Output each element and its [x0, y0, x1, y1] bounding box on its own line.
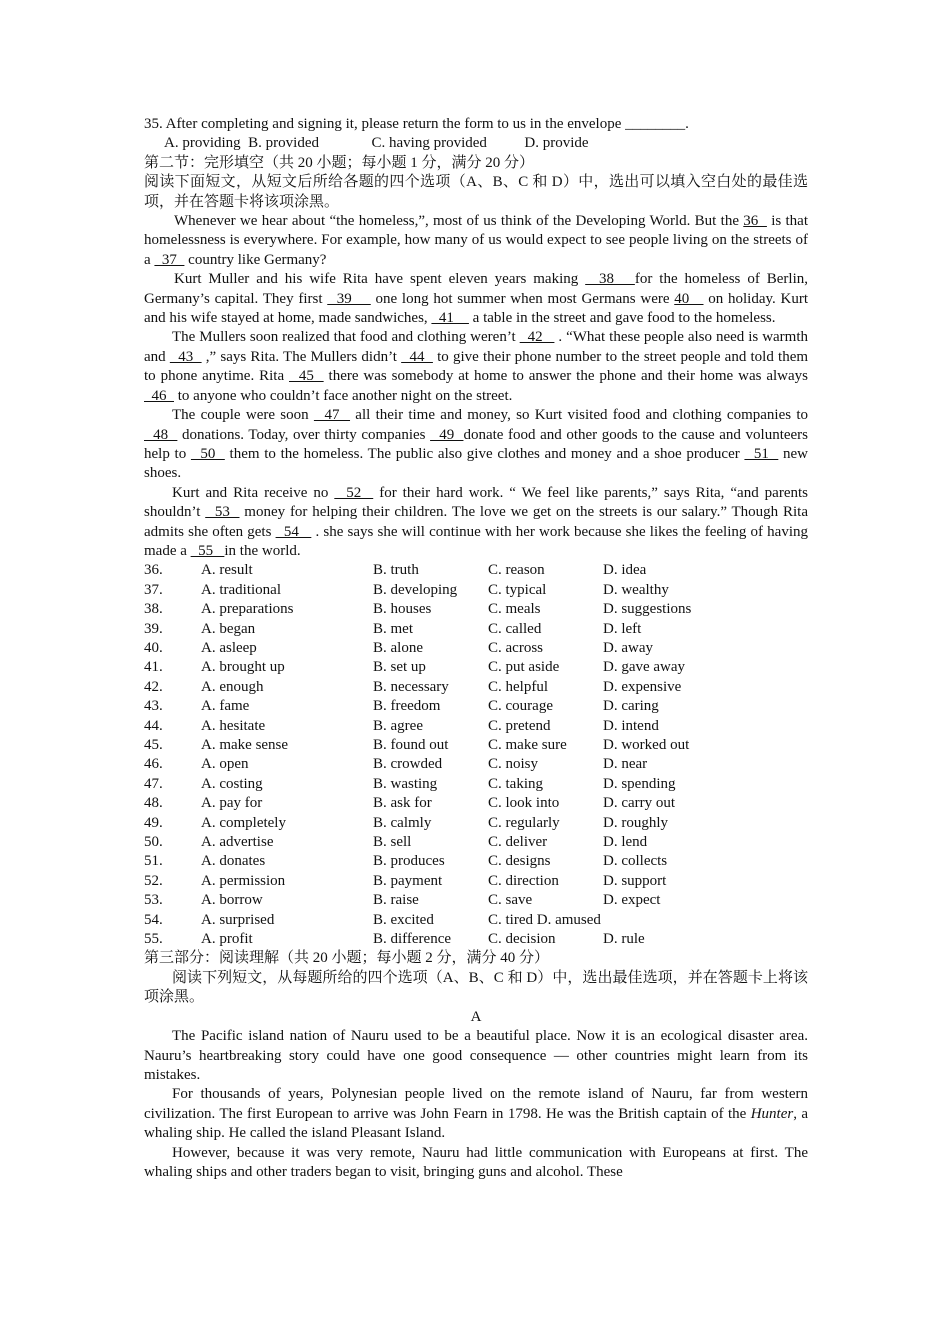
option-choice: C. make sure [488, 737, 567, 753]
blank-55: 55 [190, 542, 225, 559]
option-row [144, 678, 808, 697]
option-choice: A. permission [201, 872, 286, 889]
option-choice: D. left [603, 620, 642, 637]
option-choice: B. payment [373, 872, 443, 889]
option-choice: D. idea [603, 562, 647, 579]
option-number: 49. [144, 814, 163, 831]
option-number: 55. [144, 931, 163, 948]
question-35-options: A. providing B. provided C. having provided D. provide [164, 135, 589, 152]
option-choice: B. met [373, 620, 413, 637]
option-choice: C. decision [488, 931, 556, 948]
option-choice: A. enough [201, 678, 264, 695]
option-choice: B. excited [373, 911, 434, 928]
blank-41: 41 [431, 310, 469, 327]
option-choice: C. across [488, 639, 543, 656]
option-choice: D. rule [603, 931, 645, 948]
option-choice: A. borrow [201, 892, 263, 909]
option-row [144, 872, 808, 891]
option-choice: A. donates [201, 853, 266, 870]
option-row [144, 697, 808, 716]
option-choice: B. raise [373, 892, 419, 909]
option-choice: A. surprised [201, 911, 275, 928]
option-choice: A. began [201, 620, 256, 637]
option-choice: D. support [603, 872, 667, 889]
option-choice: D. spending [603, 775, 676, 792]
option-row [144, 775, 808, 794]
cloze-paragraph-5: Kurt and Rita receive no 52 for their hard work. “ We feel like parents,” says Rita, “and parents shouldn’t 53 money for helping their children. The love we get on the streets is our salary.” Though Rita admits she often gets 54 . she says she will continue with her work because she likes the feeling of having made a 55 in the world. [144, 484, 808, 559]
option-choice: A. advertise [201, 834, 274, 851]
blank-39: 39 [327, 290, 371, 307]
option-row [144, 911, 808, 930]
option-choice: B. sell [373, 834, 412, 851]
option-choice: B. ask for [373, 795, 432, 812]
option-row [144, 930, 808, 949]
option-number: 53. [144, 892, 163, 909]
blank-50: 50 [190, 445, 225, 462]
option-choice: C. direction [488, 872, 559, 889]
section-3-instruction: 阅读下列短文，从每题所给的四个选项（A、B、C 和 D）中，选出最佳选项，并在答题卡上将该项涂黑。 [144, 969, 808, 1006]
option-row [144, 600, 808, 619]
blank-53: 53 [205, 504, 240, 521]
blank-43: 43 [169, 348, 202, 365]
option-choice: C. courage [488, 698, 553, 715]
option-choice: C. called [488, 620, 542, 637]
blank-51: 51 [744, 445, 779, 462]
option-choice: D. near [603, 756, 648, 773]
option-number: 51. [144, 853, 163, 870]
option-choice: D. expensive [603, 678, 682, 695]
option-choice: D. gave away [603, 659, 686, 676]
option-choice: D. lend [603, 834, 648, 851]
section-3-heading: 第三部分：阅读理解（共 20 小题；每小题 2 分，满分 40 分） [144, 950, 550, 967]
option-choice: A. hesitate [201, 717, 266, 734]
option-choice: B. found out [373, 737, 449, 753]
option-choice: D. carry out [603, 795, 676, 812]
option-number: 37. [144, 581, 163, 598]
blank-54: 54 [275, 523, 312, 540]
option-row [144, 620, 808, 639]
option-choice: A. result [201, 562, 253, 579]
cloze-options-table [144, 561, 808, 949]
option-choice: B. crowded [373, 756, 443, 773]
option-choice: B. necessary [373, 678, 449, 695]
option-choice: D. collects [603, 853, 668, 870]
option-number: 48. [144, 795, 163, 812]
section-2-instruction: 阅读下面短文，从短文后所给各题的四个选项（A、B、C 和 D）中，选出可以填入空白处的最佳选项，并在答题卡将该项涂黑。 [144, 174, 808, 210]
option-choice: B. truth [373, 562, 419, 579]
option-choice: A. asleep [201, 639, 257, 656]
option-row [144, 736, 808, 755]
option-choice: C. meals [488, 601, 541, 618]
option-number: 42. [144, 678, 163, 695]
cloze-paragraph-3: The Mullers soon realized that food and clothing weren’t 42 . “What these people also need is warmth and 43 ,” says Rita. The Mullers didn’t 44 to give their phone number to the street people and told them to phone anytime. Rita 45 there was somebody at home to answer the phone and their home was always 46 to anyone who couldn’t face another night on the street. [144, 329, 809, 404]
option-row [144, 852, 808, 871]
blank-40: 40 [674, 290, 704, 307]
option-choice: C. noisy [488, 756, 539, 773]
blank-38: 38 [585, 271, 635, 288]
blank-45: 45 [289, 368, 324, 385]
option-number: 38. [144, 601, 163, 618]
option-row [144, 833, 808, 852]
option-choice: C. look into [488, 795, 560, 812]
cloze-paragraph-1: Whenever we hear about “the homeless,”, most of us think of the Developing World. But the 36 is that homelessness is everywhere. For example, how many of us would expect to see people living on the streets of a 37 country like Germany? [144, 213, 809, 268]
option-choice: D. roughly [603, 814, 668, 831]
option-choice: B. wasting [373, 775, 438, 792]
passage-a-paragraph-1: The Pacific island nation of Nauru used to be a beautiful place. Now it is an ecological disaster area. Nauru’s heartbreaking story could have one good consequence — other countries might learn from its mistakes. [144, 1028, 808, 1083]
option-choice: C. regularly [488, 814, 560, 831]
blank-47: 47 [313, 407, 351, 424]
option-choice: A. completely [201, 814, 286, 831]
option-number: 39. [144, 620, 163, 637]
option-choice: D. wealthy [603, 581, 669, 598]
option-choice: D. worked out [603, 737, 690, 753]
option-number: 52. [144, 872, 163, 889]
option-choice: A. costing [201, 775, 263, 792]
blank-37: 37 [154, 251, 185, 268]
blank-48: 48 [144, 426, 178, 443]
blank-49: 49 [430, 426, 464, 443]
option-number: 41. [144, 659, 163, 676]
option-choice: C. tired D. amused [488, 911, 601, 928]
ship-name: Hunter [750, 1105, 794, 1122]
blank-46: 46 [144, 387, 174, 404]
cloze-paragraph-2: Kurt Muller and his wife Rita have spent eleven years making 38 for the homeless of Berlin, Germany’s capital. They first 39 one long hot summer when most Germans were 40 on holiday. Kurt and his wife stayed at home, made sandwiches, 41 a table in the street and gave food to the homeless. [144, 271, 809, 327]
option-choice: C. taking [488, 775, 543, 792]
option-number: 50. [144, 834, 163, 851]
option-number: 40. [144, 639, 163, 656]
option-choice: C. typical [488, 581, 547, 598]
option-row [144, 891, 808, 910]
option-row [144, 755, 808, 774]
option-row [144, 658, 808, 677]
option-choice: A. open [201, 756, 249, 773]
option-choice: A. brought up [201, 659, 285, 676]
option-row [144, 561, 808, 580]
passage-a-label: A [470, 1008, 482, 1025]
option-choice [603, 911, 808, 930]
option-number: 44. [144, 717, 163, 734]
option-choice: D. intend [603, 717, 659, 734]
option-number: 36. [144, 562, 163, 579]
cloze-paragraph-4: The couple were soon 47 all their time and money, so Kurt visited food and clothing companies to 48 donations. Today, over thirty companies 49 donate food and other goods to the cause and volunteers help to 50 them to the homeless. The public also give clothes and money and a shoe producer 51 new shoes. [144, 407, 809, 482]
option-choice: A. make sense [201, 737, 289, 753]
option-number: 43. [144, 698, 163, 715]
option-choice: B. developing [373, 581, 458, 598]
blank-52: 52 [334, 484, 374, 501]
option-choice: D. suggestions [603, 601, 692, 618]
option-number: 46. [144, 756, 163, 773]
blank-44: 44 [401, 348, 433, 365]
option-choice: B. agree [373, 717, 423, 734]
option-row [144, 581, 808, 600]
option-choice: C. put aside [488, 659, 560, 676]
option-choice: B. houses [373, 601, 432, 618]
option-choice: A. traditional [201, 581, 281, 598]
option-choice: D. caring [603, 698, 659, 715]
option-choice: C. pretend [488, 717, 551, 734]
option-choice: C. helpful [488, 678, 548, 695]
question-35-stem: 35. After completing and signing it, please return the form to us in the envelope ________. [144, 116, 689, 132]
option-choice: D. expect [603, 892, 661, 909]
option-number: 47. [144, 775, 163, 792]
option-row [144, 814, 808, 833]
option-choice: B. freedom [373, 698, 441, 715]
option-choice: B. set up [373, 659, 426, 676]
passage-a-paragraph-2: For thousands of years, Polynesian people lived on the remote island of Nauru, far from western civilization. The first European to arrive was John Fearn in 1798. He was the British captain of the Hunter, a whaling ship. He called the island Pleasant Island. [144, 1086, 808, 1142]
blank-36: 36 [743, 213, 767, 230]
option-choice: C. reason [488, 562, 545, 579]
option-choice: A. preparations [201, 601, 294, 618]
option-choice: B. calmly [373, 814, 432, 831]
passage-a-paragraph-3: However, because it was very remote, Nauru had little communication with Europeans at first. The whaling ships and other traders began to visit, bringing guns and alcohol. These [144, 1144, 808, 1180]
section-2-heading: 第二节：完形填空（共 20 小题；每小题 1 分，满分 20 分） [144, 154, 535, 171]
exam-page [144, 115, 808, 1182]
option-choice: C. deliver [488, 834, 548, 851]
option-row [144, 639, 808, 658]
option-row [144, 794, 808, 813]
option-number: 45. [144, 737, 163, 753]
option-choice: A. profit [201, 931, 253, 948]
blank-42: 42 [519, 329, 555, 346]
option-choice: A. fame [201, 698, 250, 715]
option-choice: D. away [603, 639, 653, 656]
option-choice: C. save [488, 892, 533, 909]
option-choice: A. pay for [201, 795, 263, 812]
option-choice: B. produces [373, 853, 445, 870]
option-row [144, 717, 808, 736]
option-number: 54. [144, 911, 163, 928]
option-choice: B. difference [373, 931, 452, 948]
option-choice: B. alone [373, 639, 423, 656]
option-choice: C. designs [488, 853, 551, 870]
